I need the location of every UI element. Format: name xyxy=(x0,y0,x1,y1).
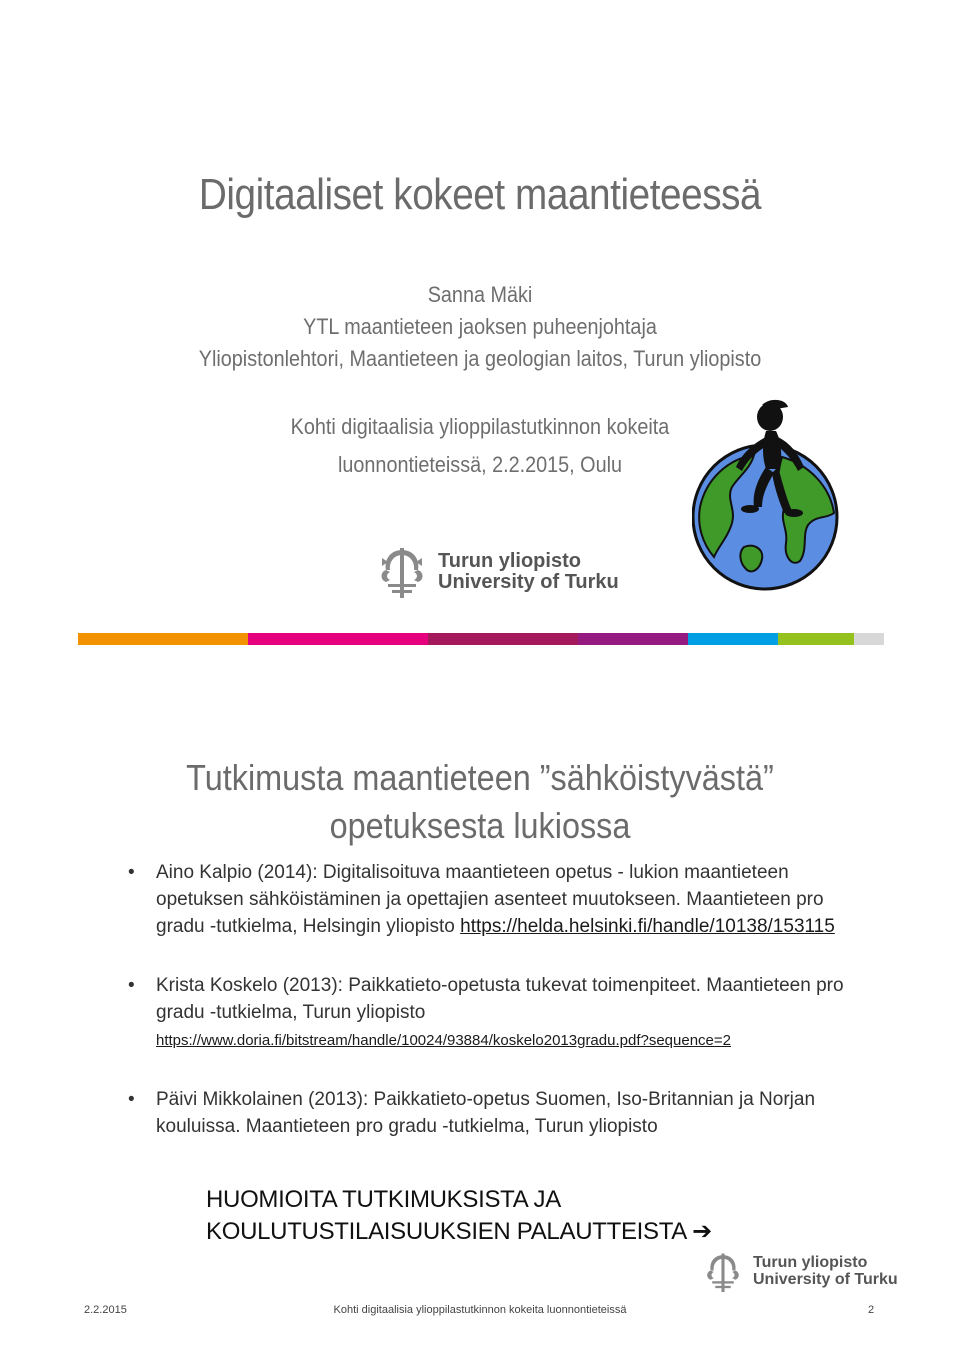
page-number: 2 xyxy=(868,1304,875,1316)
globe-figure-illustration xyxy=(692,397,842,592)
university-emblem-icon xyxy=(703,1250,743,1294)
list-item xyxy=(128,859,848,940)
slide-1-title: Digitaaliset kokeet maantieteessä xyxy=(198,170,762,219)
slide-2-title-line-2: opetuksesta lukiossa xyxy=(329,805,631,846)
colorbar-segment-grey xyxy=(854,633,884,645)
bullet-icon: • xyxy=(128,975,135,996)
event-line-1: Kohti digitaalisia ylioppilastutkinnon kokeita xyxy=(290,414,670,439)
colorbar-segment-purple xyxy=(578,633,688,645)
colorbar-segment-orange xyxy=(78,633,248,645)
highlight-note xyxy=(206,1184,712,1248)
logo-line-2: University of Turku xyxy=(753,1271,898,1288)
colorbar-segment-crimson xyxy=(428,633,578,645)
logo-line-2: University of Turku xyxy=(438,571,619,593)
university-logo xyxy=(376,544,619,600)
colorbar-segment-magenta xyxy=(248,633,428,645)
reference-link[interactable]: https://www.doria.fi/bitstream/handle/10024/93884/koskelo2013gradu.pdf?sequence=2 xyxy=(156,1032,731,1049)
slide-2-title-line-1: Tutkimusta maantieteen ”sähköistyvästä” xyxy=(186,757,774,798)
author-role-1: YTL maantieteen jaoksen puheenjohtaja xyxy=(303,314,657,339)
highlight-line-2: KOULUTUSTILAISUUKSIEN PALAUTTEISTA xyxy=(206,1218,686,1245)
reference-text: Krista Koskelo (2013): Paikkatieto-opetusta tukevat toimenpiteet. Maantieteen pro gradu -tutkielma, Turun yliopisto xyxy=(156,975,844,1023)
slide-1-colorbar xyxy=(78,633,884,645)
footer-date: 2.2.2015 xyxy=(84,1304,127,1316)
logo-line-1: Turun yliopisto xyxy=(438,550,581,572)
reference-text: Aino Kalpio (2014): Digitalisoituva maantieteen opetus - lukion maantieteen opetuksen sähköistäminen ja opettajien asenteet muutokseen. Maantieteen pro gradu -tutkielma, Helsingin yliopisto xyxy=(156,862,824,937)
university-logo xyxy=(703,1250,898,1294)
university-emblem-icon xyxy=(376,544,428,600)
colorbar-segment-blue xyxy=(688,633,778,645)
footer-title: Kohti digitaalisia ylioppilastutkinnon kokeita luonnontieteissä xyxy=(333,1304,627,1316)
event-line-2: luonnontieteissä, 2.2.2015, Oulu xyxy=(337,452,623,477)
list-item xyxy=(128,1086,848,1140)
logo-line-1: Turun yliopisto xyxy=(753,1254,868,1272)
list-item xyxy=(128,972,848,1054)
author-role-2: Yliopistonlehtori, Maantieteen ja geologian laitos, Turun yliopisto xyxy=(198,346,762,371)
bullet-icon: • xyxy=(128,862,135,883)
bullet-icon: • xyxy=(128,1089,135,1110)
reference-list xyxy=(128,859,848,1166)
arrow-right-icon: ➔ xyxy=(692,1218,712,1245)
reference-text: Päivi Mikkolainen (2013): Paikkatieto-opetus Suomen, Iso-Britannian ja Norjan kouluissa. Maantieteen pro gradu -tutkielma, Turun yliopisto xyxy=(156,1089,816,1137)
slide-2-title xyxy=(48,754,912,850)
slide-2 xyxy=(0,684,960,1367)
author-name: Sanna Mäki xyxy=(427,282,533,307)
highlight-line-1: HUOMIOITA TUTKIMUKSISTA JA xyxy=(206,1186,561,1213)
colorbar-segment-green xyxy=(778,633,854,645)
reference-link[interactable]: https://helda.helsinki.fi/handle/10138/153115 xyxy=(460,916,835,937)
